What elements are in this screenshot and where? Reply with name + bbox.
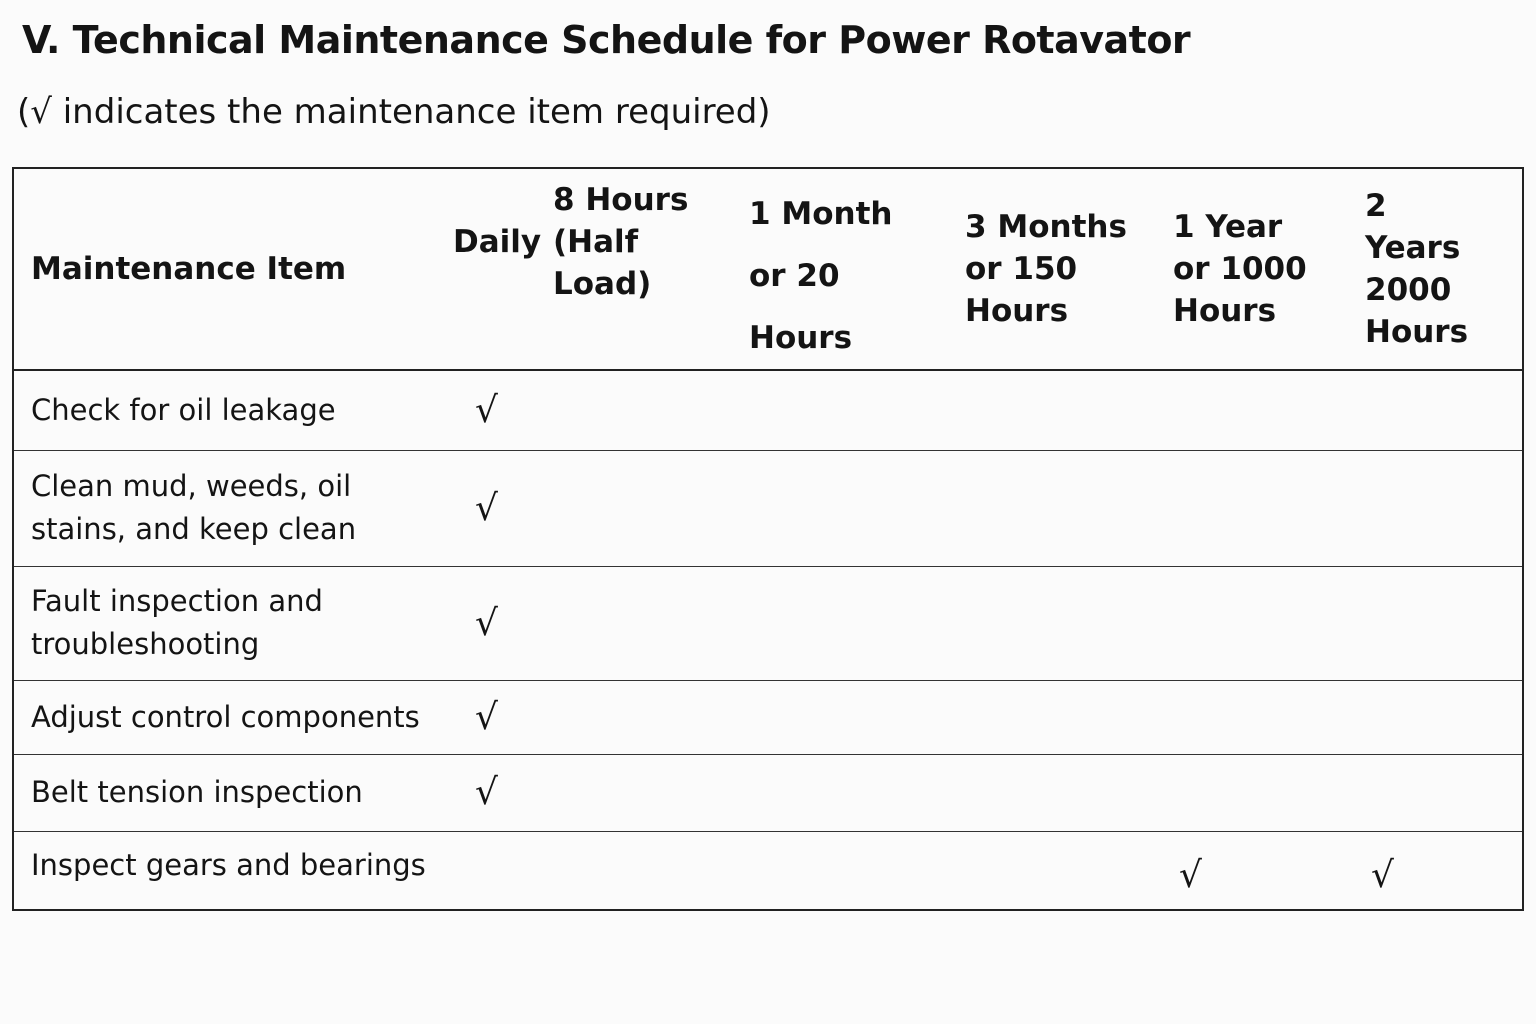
row-item-label: Inspect gears and bearings	[13, 831, 453, 910]
header-2-years: 2 Years 2000 Hours	[1351, 168, 1523, 370]
cell-1-year	[1159, 566, 1351, 680]
cell-3-months	[951, 680, 1159, 754]
check-daily: √	[453, 370, 735, 450]
header-3-months: 3 Months or 150 Hours	[951, 168, 1159, 370]
header-maintenance-item: Maintenance Item	[13, 168, 453, 370]
maintenance-schedule-table	[12, 167, 1524, 911]
cell-1-month	[735, 831, 951, 910]
row-item-label: Belt tension inspection	[13, 754, 453, 831]
cell-3-months	[951, 370, 1159, 450]
cell-2-years	[1351, 450, 1523, 566]
check-daily: √	[453, 566, 735, 680]
table-row	[13, 754, 1523, 831]
table-header-row	[13, 168, 1523, 370]
cell-1-year	[1159, 370, 1351, 450]
row-item-label: Adjust control components	[13, 680, 453, 754]
table-row	[13, 831, 1523, 910]
cell-1-month	[735, 680, 951, 754]
cell-3-months	[951, 566, 1159, 680]
row-item-label: Check for oil leakage	[13, 370, 453, 450]
check-1-year: √	[1159, 831, 1351, 910]
header-1-year: 1 Year or 1000 Hours	[1159, 168, 1351, 370]
cell-2-years	[1351, 370, 1523, 450]
cell-3-months	[951, 450, 1159, 566]
cell-1-year	[1159, 450, 1351, 566]
check-daily: √	[453, 754, 735, 831]
cell-1-year	[1159, 754, 1351, 831]
table-row	[13, 370, 1523, 450]
check-daily: √	[453, 450, 735, 566]
cell-1-year	[1159, 680, 1351, 754]
cell-1-month	[735, 566, 951, 680]
cell-2-years	[1351, 566, 1523, 680]
check-2-years: √	[1351, 831, 1523, 910]
cell-1-month	[735, 370, 951, 450]
row-item-label: Fault inspection and troubleshooting	[13, 566, 453, 680]
cell-3-months	[951, 754, 1159, 831]
cell-daily	[453, 831, 735, 910]
table-row	[13, 450, 1523, 566]
cell-2-years	[1351, 680, 1523, 754]
row-item-label: Clean mud, weeds, oil stains, and keep clean	[13, 450, 453, 566]
header-daily-8hours	[453, 168, 735, 370]
subtitle-legend: (√ indicates the maintenance item required)	[17, 92, 771, 132]
header-daily: Daily	[453, 224, 542, 260]
cell-3-months	[951, 831, 1159, 910]
table-row	[13, 680, 1523, 754]
page-title: V. Technical Maintenance Schedule for Power Rotavator	[22, 18, 1191, 62]
check-daily: √	[453, 680, 735, 754]
header-8-hours: 8 Hours (Half Load)	[553, 182, 689, 302]
cell-2-years	[1351, 754, 1523, 831]
cell-1-month	[735, 754, 951, 831]
table-row	[13, 566, 1523, 680]
header-1-month: 1 Month or 20 Hours	[735, 168, 951, 370]
cell-1-month	[735, 450, 951, 566]
